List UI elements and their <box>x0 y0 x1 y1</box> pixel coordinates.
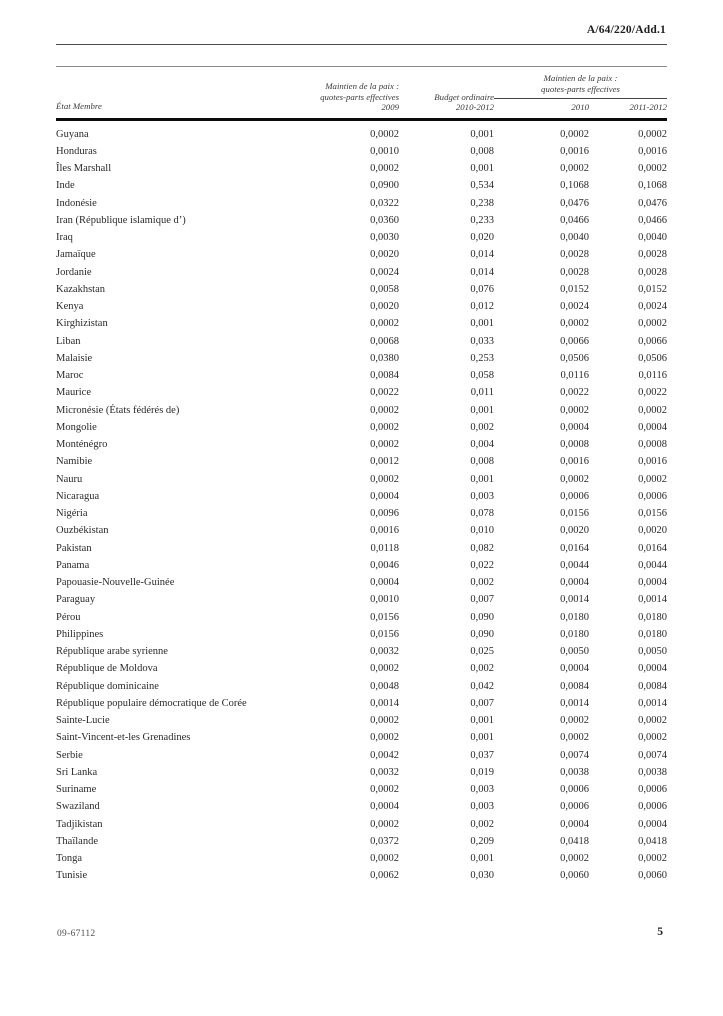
member-state-name: République populaire démocratique de Corée <box>56 697 247 709</box>
member-state-name: Tunisie <box>56 870 88 882</box>
value-cell: 0,0014 <box>638 697 667 709</box>
value-cell: 0,003 <box>470 801 494 813</box>
value-cell: 0,0074 <box>638 749 667 761</box>
value-cell: 0,0024 <box>370 266 399 278</box>
value-cell: 0,0024 <box>560 301 589 312</box>
table-row <box>56 246 667 263</box>
table-body <box>56 126 667 885</box>
value-cell: 0,0008 <box>638 439 667 450</box>
value-cell: 0,0360 <box>370 214 399 226</box>
value-cell: 0,030 <box>470 870 494 882</box>
value-cell: 0,0156 <box>370 628 399 640</box>
member-state-name: Pakistan <box>56 542 92 554</box>
table-row <box>56 678 667 695</box>
table-row <box>56 660 667 677</box>
value-cell: 0,1068 <box>560 180 589 192</box>
value-cell: 0,0002 <box>370 439 399 450</box>
value-cell: 0,025 <box>470 646 494 657</box>
value-cell: 0,0180 <box>560 628 589 640</box>
member-state-name: Iraq <box>56 232 73 243</box>
value-cell: 0,0152 <box>560 283 589 295</box>
table-header <box>56 66 667 121</box>
value-cell: 0,0028 <box>560 249 589 261</box>
member-state-name: Nicaragua <box>56 490 100 502</box>
column-group-header-peacekeeping <box>494 73 667 113</box>
value-cell: 0,001 <box>470 715 494 726</box>
value-cell: 0,0506 <box>638 352 667 364</box>
value-cell: 0,0014 <box>638 594 667 606</box>
value-cell: 0,0418 <box>560 835 589 847</box>
member-state-name: Philippines <box>56 628 104 640</box>
value-cell: 0,003 <box>470 490 494 502</box>
member-state-name: Ouzbékistan <box>56 525 109 537</box>
value-cell: 0,0002 <box>638 163 667 174</box>
table-row <box>56 160 667 177</box>
table-row <box>56 833 667 850</box>
member-state-name: Jamaïque <box>56 249 96 261</box>
value-cell: 0,007 <box>470 594 494 606</box>
table-row <box>56 315 667 332</box>
value-cell: 0,082 <box>470 542 494 554</box>
value-cell: 0,0066 <box>638 335 667 347</box>
value-cell: 0,0032 <box>370 646 399 657</box>
member-state-name: Kenya <box>56 301 84 312</box>
column-header-peacekeeping-2009 <box>284 81 399 113</box>
value-cell: 0,0180 <box>638 611 667 623</box>
value-cell: 0,0020 <box>560 525 589 537</box>
value-cell: 0,078 <box>470 508 494 519</box>
value-cell: 0,0180 <box>560 611 589 623</box>
table-row <box>56 729 667 746</box>
value-cell: 0,0038 <box>560 766 589 778</box>
table-row <box>56 712 667 729</box>
value-cell: 0,0322 <box>370 197 399 209</box>
member-state-name: Serbie <box>56 749 83 761</box>
value-cell: 0,0002 <box>560 163 589 174</box>
value-cell: 0,001 <box>470 732 494 744</box>
value-cell: 0,0004 <box>638 577 667 588</box>
value-cell: 0,0004 <box>638 421 667 433</box>
value-cell: 0,0002 <box>370 732 399 744</box>
value-cell: 0,0016 <box>638 456 667 468</box>
table-row <box>56 298 667 315</box>
member-state-name: Honduras <box>56 145 97 157</box>
table-row <box>56 522 667 539</box>
table-row <box>56 333 667 350</box>
value-cell: 0,0040 <box>560 232 589 243</box>
table-row <box>56 419 667 436</box>
value-cell: 0,001 <box>470 163 494 174</box>
value-cell: 0,012 <box>470 301 494 312</box>
table-row <box>56 591 667 608</box>
value-cell: 0,0006 <box>638 784 667 795</box>
value-cell: 0,010 <box>470 525 494 537</box>
value-cell: 0,014 <box>470 249 494 261</box>
value-cell: 0,003 <box>470 784 494 795</box>
member-state-name: Kirghizistan <box>56 318 108 330</box>
table-row <box>56 350 667 367</box>
value-cell: 0,001 <box>470 853 494 864</box>
value-cell: 0,0060 <box>560 870 589 882</box>
value-cell: 0,0004 <box>560 577 589 588</box>
value-cell: 0,0418 <box>638 835 667 847</box>
member-state-name: Malaisie <box>56 352 93 364</box>
value-cell: 0,0020 <box>370 249 399 261</box>
value-cell: 0,001 <box>470 473 494 485</box>
table-row <box>56 626 667 643</box>
value-cell: 0,0004 <box>370 490 399 502</box>
value-cell: 0,0016 <box>638 145 667 157</box>
value-cell: 0,0004 <box>560 421 589 433</box>
value-cell: 0,0002 <box>560 732 589 744</box>
table-row <box>56 557 667 574</box>
value-cell: 0,0030 <box>370 232 399 243</box>
member-state-name: Panama <box>56 559 90 571</box>
value-cell: 0,0004 <box>370 577 399 588</box>
value-cell: 0,0002 <box>560 715 589 726</box>
value-cell: 0,0010 <box>370 145 399 157</box>
value-cell: 0,0002 <box>560 404 589 416</box>
column-header-2010: 2010 <box>571 102 589 112</box>
assessments-table <box>56 66 667 885</box>
table-row <box>56 126 667 143</box>
table-row <box>56 384 667 401</box>
value-cell: 0,008 <box>470 145 494 157</box>
value-cell: 0,0016 <box>560 145 589 157</box>
value-cell: 0,001 <box>470 318 494 330</box>
value-cell: 0,0020 <box>638 525 667 537</box>
value-cell: 0,0050 <box>638 646 667 657</box>
value-cell: 0,0014 <box>560 594 589 606</box>
value-cell: 0,0006 <box>560 784 589 795</box>
value-cell: 0,0002 <box>560 473 589 485</box>
value-cell: 0,0002 <box>370 784 399 795</box>
table-row <box>56 177 667 194</box>
value-cell: 0,0022 <box>638 387 667 399</box>
value-cell: 0,0002 <box>370 473 399 485</box>
column-header-line: 2010-2012 <box>455 102 494 112</box>
value-cell: 0,076 <box>470 283 494 295</box>
member-state-name: Kazakhstan <box>56 283 105 295</box>
member-state-name: Namibie <box>56 456 93 468</box>
value-cell: 0,0016 <box>370 525 399 537</box>
footer-document-number: 09-67112 <box>57 929 96 939</box>
value-cell: 0,0012 <box>370 456 399 468</box>
value-cell: 0,0002 <box>370 318 399 330</box>
value-cell: 0,0006 <box>560 801 589 813</box>
value-cell: 0,0060 <box>638 870 667 882</box>
member-state-name: Swaziland <box>56 801 100 813</box>
value-cell: 0,0002 <box>638 318 667 330</box>
value-cell: 0,0042 <box>370 749 399 761</box>
column-header-regular-budget <box>399 92 494 113</box>
value-cell: 0,0002 <box>370 404 399 416</box>
value-cell: 0,033 <box>470 335 494 347</box>
value-cell: 0,090 <box>470 611 494 623</box>
value-cell: 0,0024 <box>638 301 667 312</box>
column-header-line: Maintien de la paix : <box>543 73 618 83</box>
column-header-member-state: État Membre <box>56 101 102 111</box>
value-cell: 0,0180 <box>638 628 667 640</box>
value-cell: 0,0004 <box>638 818 667 830</box>
value-cell: 0,0006 <box>560 490 589 502</box>
member-state-name: Tadjikistan <box>56 818 103 830</box>
value-cell: 0,0004 <box>560 663 589 675</box>
value-cell: 0,0002 <box>370 421 399 433</box>
value-cell: 0,0010 <box>370 594 399 606</box>
value-cell: 0,1068 <box>638 180 667 192</box>
value-cell: 0,020 <box>470 232 494 243</box>
table-row <box>56 281 667 298</box>
table-row <box>56 402 667 419</box>
value-cell: 0,0044 <box>638 559 667 571</box>
member-state-name: Indonésie <box>56 197 97 209</box>
table-row <box>56 505 667 522</box>
value-cell: 0,0004 <box>638 663 667 675</box>
value-cell: 0,0002 <box>370 663 399 675</box>
member-state-name: Jordanie <box>56 266 92 278</box>
table-row <box>56 798 667 815</box>
value-cell: 0,0002 <box>370 715 399 726</box>
value-cell: 0,0476 <box>560 197 589 209</box>
value-cell: 0,0002 <box>370 163 399 174</box>
member-state-name: Pérou <box>56 611 81 623</box>
table-row <box>56 195 667 212</box>
value-cell: 0,0002 <box>560 318 589 330</box>
value-cell: 0,0002 <box>560 128 589 140</box>
member-state-name: Mongolie <box>56 421 97 433</box>
table-row <box>56 471 667 488</box>
value-cell: 0,0032 <box>370 766 399 778</box>
table-row <box>56 781 667 798</box>
table-row <box>56 609 667 626</box>
value-cell: 0,0156 <box>638 508 667 519</box>
table-row <box>56 229 667 246</box>
value-cell: 0,002 <box>470 421 494 433</box>
member-state-name: Iran (République islamique d’) <box>56 214 186 226</box>
value-cell: 0,0068 <box>370 335 399 347</box>
value-cell: 0,019 <box>470 766 494 778</box>
column-header-line: quotes-parts effectives <box>541 83 620 94</box>
table-row <box>56 453 667 470</box>
column-header-line: Maintien de la paix : <box>325 81 399 91</box>
value-cell: 0,0372 <box>370 835 399 847</box>
value-cell: 0,0118 <box>370 542 399 554</box>
value-cell: 0,534 <box>470 180 494 192</box>
value-cell: 0,0084 <box>638 680 667 692</box>
value-cell: 0,0004 <box>560 818 589 830</box>
member-state-name: Inde <box>56 180 75 192</box>
value-cell: 0,0022 <box>370 387 399 399</box>
value-cell: 0,0084 <box>370 370 399 381</box>
value-cell: 0,0062 <box>370 870 399 882</box>
table-row <box>56 816 667 833</box>
column-header-2011-2012: 2011-2012 <box>629 102 667 112</box>
member-state-name: Micronésie (États fédérés de) <box>56 404 180 416</box>
value-cell: 0,0002 <box>370 853 399 864</box>
value-cell: 0,022 <box>470 559 494 571</box>
table-row <box>56 436 667 453</box>
member-state-name: Thaïlande <box>56 835 98 847</box>
value-cell: 0,0380 <box>370 352 399 364</box>
column-header-line: quotes-parts effectives <box>320 91 399 102</box>
value-cell: 0,014 <box>470 266 494 278</box>
table-row <box>56 850 667 867</box>
value-cell: 0,0048 <box>370 680 399 692</box>
member-state-name: Papouasie-Nouvelle-Guinée <box>56 577 175 588</box>
value-cell: 0,007 <box>470 697 494 709</box>
member-state-name: Sri Lanka <box>56 766 98 778</box>
value-cell: 0,002 <box>470 663 494 675</box>
value-cell: 0,0022 <box>560 387 589 399</box>
value-cell: 0,0002 <box>560 853 589 864</box>
member-state-name: Guyana <box>56 128 89 140</box>
value-cell: 0,0002 <box>638 128 667 140</box>
value-cell: 0,0006 <box>638 490 667 502</box>
column-group-title <box>494 73 667 99</box>
member-state-name: Suriname <box>56 784 97 795</box>
doc-symbol: A/64/220/Add.1 <box>586 24 666 36</box>
value-cell: 0,058 <box>470 370 494 381</box>
column-header-line: 2009 <box>381 102 399 112</box>
table-row <box>56 212 667 229</box>
value-cell: 0,0002 <box>370 128 399 140</box>
table-row <box>56 643 667 660</box>
value-cell: 0,0004 <box>370 801 399 813</box>
value-cell: 0,0020 <box>370 301 399 312</box>
table-row <box>56 367 667 384</box>
footer-page-number: 5 <box>657 926 663 938</box>
header-rule <box>56 44 667 45</box>
value-cell: 0,0028 <box>638 266 667 278</box>
value-cell: 0,002 <box>470 577 494 588</box>
member-state-name: Maurice <box>56 387 91 399</box>
value-cell: 0,0116 <box>560 370 589 381</box>
value-cell: 0,0002 <box>638 404 667 416</box>
table-row <box>56 747 667 764</box>
value-cell: 0,0002 <box>638 715 667 726</box>
value-cell: 0,0006 <box>638 801 667 813</box>
value-cell: 0,001 <box>470 128 494 140</box>
value-cell: 0,0466 <box>560 214 589 226</box>
value-cell: 0,0156 <box>560 508 589 519</box>
value-cell: 0,008 <box>470 456 494 468</box>
value-cell: 0,0008 <box>560 439 589 450</box>
table-row <box>56 488 667 505</box>
member-state-name: Îles Marshall <box>56 163 112 174</box>
value-cell: 0,0466 <box>638 214 667 226</box>
table-row <box>56 540 667 557</box>
value-cell: 0,0900 <box>370 180 399 192</box>
value-cell: 0,0164 <box>560 542 589 554</box>
member-state-name: Nauru <box>56 473 83 485</box>
value-cell: 0,0002 <box>638 853 667 864</box>
value-cell: 0,0116 <box>638 370 667 381</box>
member-state-name: Saint-Vincent-et-les Grenadines <box>56 732 191 744</box>
member-state-name: Maroc <box>56 370 84 381</box>
value-cell: 0,0506 <box>560 352 589 364</box>
value-cell: 0,0096 <box>370 508 399 519</box>
column-group-years <box>494 102 667 113</box>
value-cell: 0,0016 <box>560 456 589 468</box>
member-state-name: Paraguay <box>56 594 96 606</box>
value-cell: 0,0152 <box>638 283 667 295</box>
value-cell: 0,0028 <box>638 249 667 261</box>
value-cell: 0,0058 <box>370 283 399 295</box>
column-header-line: Budget ordinaire <box>434 91 494 102</box>
value-cell: 0,090 <box>470 628 494 640</box>
table-row <box>56 143 667 160</box>
member-states-table <box>56 126 667 885</box>
table-row <box>56 574 667 591</box>
value-cell: 0,0164 <box>638 542 667 554</box>
value-cell: 0,0476 <box>638 197 667 209</box>
value-cell: 0,253 <box>470 352 494 364</box>
table-row <box>56 764 667 781</box>
member-state-name: Sainte-Lucie <box>56 715 110 726</box>
value-cell: 0,002 <box>470 818 494 830</box>
table-row <box>56 867 667 884</box>
value-cell: 0,0014 <box>560 697 589 709</box>
value-cell: 0,0002 <box>638 732 667 744</box>
value-cell: 0,001 <box>470 404 494 416</box>
member-state-name: Nigéria <box>56 508 88 519</box>
value-cell: 0,0074 <box>560 749 589 761</box>
value-cell: 0,0028 <box>560 266 589 278</box>
value-cell: 0,0002 <box>370 818 399 830</box>
member-state-name: Monténégro <box>56 439 108 450</box>
value-cell: 0,0044 <box>560 559 589 571</box>
value-cell: 0,238 <box>470 197 494 209</box>
value-cell: 0,011 <box>470 387 494 399</box>
member-state-name: République de Moldova <box>56 663 158 675</box>
member-state-name: Tonga <box>56 853 83 864</box>
value-cell: 0,0040 <box>638 232 667 243</box>
value-cell: 0,0046 <box>370 559 399 571</box>
value-cell: 0,209 <box>470 835 494 847</box>
value-cell: 0,0156 <box>370 611 399 623</box>
table-row <box>56 695 667 712</box>
value-cell: 0,233 <box>470 214 494 226</box>
value-cell: 0,0038 <box>638 766 667 778</box>
value-cell: 0,0050 <box>560 646 589 657</box>
member-state-name: République arabe syrienne <box>56 646 168 657</box>
value-cell: 0,004 <box>470 439 494 450</box>
value-cell: 0,0014 <box>370 697 399 709</box>
member-state-name: République dominicaine <box>56 680 159 692</box>
value-cell: 0,0002 <box>638 473 667 485</box>
value-cell: 0,0084 <box>560 680 589 692</box>
table-row <box>56 264 667 281</box>
member-state-name: Liban <box>56 335 81 347</box>
value-cell: 0,037 <box>470 749 494 761</box>
value-cell: 0,042 <box>470 680 494 692</box>
value-cell: 0,0066 <box>560 335 589 347</box>
